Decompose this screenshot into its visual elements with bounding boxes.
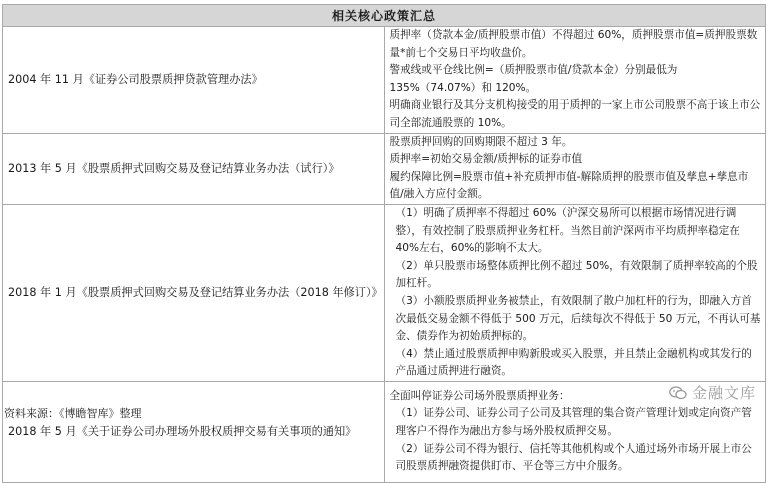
policy-line: 股票质押回购的回购期限不超过 3 年。 (389, 135, 573, 148)
policy-line: 全面叫停证券公司场外股票质押业务： (389, 389, 570, 402)
policy-line: （3）小额股票质押业务被禁止，有效限制了散户加杠杆的行为，即融入方首次最低交易金额不得低于 500 万元，后续每次不得低于 50 万元，不再认可基金、债券作为初始质押标的。 (395, 294, 761, 343)
policy-line: （1）明确了质押率不得超过 60%（沪深交易所可以根据市场情况进行调整），有效控制了股票质押业务杠杆。当然目前沪深两市平均质押率稳定在 40%左右，60%的影响不太大。 (395, 206, 740, 255)
law-name: 2018 年 5 月《关于证券公司办理场外股权质押交易有关事项的通知》 (3, 381, 385, 482)
table-row (3, 381, 766, 482)
law-name: 2004 年 11 月《证券公司股票质押贷款管理办法》 (3, 27, 385, 134)
watermark-text: 金融文库 (691, 384, 756, 402)
table-title: 相关核心政策汇总 (3, 5, 766, 27)
table-row (3, 133, 766, 204)
policy-line: 警戒线或平仓线比例=（质押股票市值/贷款本金）分别最低为 135%（74.07%）和 120%。 (389, 64, 678, 94)
wechat-icon (669, 386, 687, 400)
policy-line: 履约保障比例=股票市值+补充质押市值-解除质押的股票市值及孳息+孳息市值/融入方应付金额。 (389, 170, 749, 201)
table-row (3, 204, 766, 381)
policy-line: （2）证券公司不得为银行、信托等其他机构或个人通过场外市场开展上市公司股票质押融资提供盯市、平仓等三方中介服务。 (395, 442, 752, 473)
source-note: 资料来源：《博瞻智库》整理 (4, 407, 142, 420)
watermark (669, 382, 756, 403)
policy-line: （4）禁止通过股票质押申购新股或买入股票，并且禁止金融机构或其发行的产品通过质押进行融资。 (395, 347, 752, 378)
policy-line: （1）证券公司、证券公司子公司及其管理的集合资产管理计划或定向资产管理客户不得作为融出方参与场外股权质押交易。 (395, 407, 752, 438)
table-row (3, 27, 766, 134)
policy-content (384, 27, 766, 134)
policy-line: 质押率（贷款本金/质押股票市值）不得超过 60%，质押股票市值=质押股票数量*前七个交易日平均收盘价。 (389, 29, 758, 59)
policy-line: 明确商业银行及其分支机构接受的用于质押的一家上市公司股票不高于该上市公司全部流通股票的 10%。 (389, 99, 761, 129)
table-header-row (3, 5, 766, 27)
law-name: 2018 年 1 月《股票质押式回购交易及登记结算业务办法（2018 年修订）》 (3, 204, 385, 381)
law-name: 2013 年 5 月《股票质押式回购交易及登记结算业务办法（试行）》 (3, 133, 385, 204)
policy-line: （2）单只股票市场整体质押比例不超过 50%，有效限制了质押率较高的个股加杠杆。 (395, 259, 758, 290)
policy-content (384, 133, 766, 204)
policy-content (384, 204, 766, 381)
policy-line: 质押率=初始交易金额/质押标的证券市值 (389, 153, 583, 166)
